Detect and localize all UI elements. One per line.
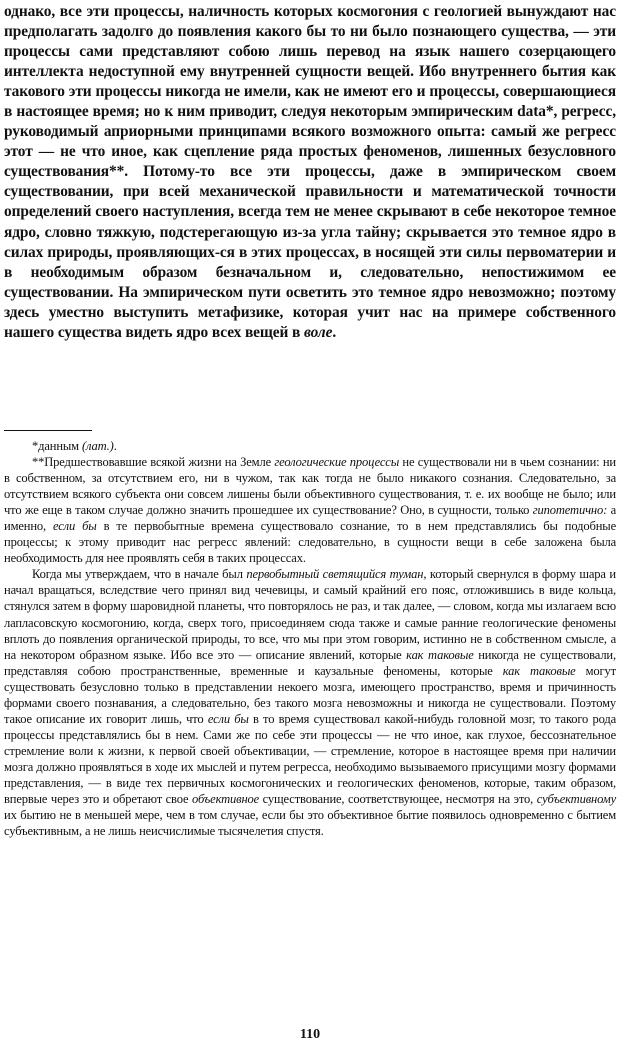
footnotes [4, 438, 616, 839]
footnote-separator [4, 430, 92, 431]
main-text [4, 2, 616, 343]
main-text-italic-will: воле [304, 323, 333, 341]
main-text-body: однако, все эти процессы, наличность которых космогония с геологией вынуждают нас предполагать задолго до появления какого бы то ни было познающего существа, — эти процессы сами представляют собою лишь перевод на язык нашего созерцающего интеллекта недоступной ему внутренней сущности вещей. Ибо внутреннего бытия как такового эти процессы никогда не имели, как не имеют его и процессы, совершающиеся в настоящее время; но к ним приводит, следуя некоторым эмпирическим data*, регресс, руководимый априорными принципами всякого возможного опыта: самый же регресс этот — не что иное, как сцепление ряда простых феноменов, лишенных безусловного существования**. Потому-то все эти процессы, даже в эмпирическом своем существовании, при всей механической правильности и математической точности определений своего наступления, всегда тем не менее скрывают в себе некоторое темное ядро, словно тяжкую, подстерегающую из-за угла тайну; скрывается это темное ядро в силах природы, проявляющих-ся в этих процессах, в носящей эти силы первоматерии и в необходимым образом безначальном и, следовательно, непостижимом ее существовании. На эмпирическом пути осветить это темное ядро невозможно; поэтому здесь уместно выступить метафизике, которая учит нас на примере собственного нашего существа видеть ядро всех вещей в [4, 3, 616, 341]
footnote-1-mark: * [32, 439, 39, 453]
main-text-end: . [332, 323, 337, 341]
footnote-2-mark: ** [32, 455, 45, 470]
footnote-2-paragraph-2: Когда мы утверждаем, что в начале был первобытный светящийся туман, который свернулся в форму шара и начал вращаться, вследствие чего принял вид чечевицы, и самый крайний его пояс, отложившись в виде кольца, стянулся затем в форму шаровидной планеты, что повторялось не раз, и так далее, — словом, когда мы излагаем всю лапласовскую космогонию, когда, сверх того, присоединяем сюда также и самые ранние геологические феномены вплоть до появления органической природы, то все, что мы при этом говорим, истинно не в собственном смысле, а на некотором образном языке. Ибо все это — описание явлений, которые как таковые никогда не существовали, представляя собою пространственные, временные и каузальные феномены, которые как таковые могут существовать безусловно только в представлении некоего мозга, имеющего пространство, время и причинность формами своего познавания, а следовательно, без такого мозга невозможны и никогда не существовали. Поэтому такое описание их говорит лишь, что если бы в то время существовал какой-нибудь головной мозг, то такого рода процессы представлялись бы в нем. Сами же по себе эти процессы — не что иное, как глухое, бессознательное стремление воли к жизни, к первой своей объективации, — стремление, которое в настоящее время при наличии мозга должно проявляться в ходе их мыслей и путем регресса, необходимо вызываемого присущими мозгу формами представления, — в виде тех первичных космогонических и геологических феноменов, которые, таким образом, впервые через это и обретают свое объективное существование, соответствующее, несмотря на это, субъективному их бытию не в меньшей мере, чем в том случае, если бы это объективное бытие появилось одновременно с бытием субъективным, а не лишь неисчислимые тысячелетия спустя. [4, 567, 616, 839]
footnote-2: **Предшествовавшие всякой жизни на Земле геологические процессы не существовали ни в чьем сознании: ни в собственном, за отсутствием его, ни в чужом, так как тогда не было никакого сознания. Следовательно, за отсутствием всякого субъекта они совсем лишены были объективного существования, т. е. их вообще не было; или что же еще в таком случае должно значить прошедшее их существование? Оно, в сущности, только гипотетично: а именно, если бы в те первобытные времена существовало сознание, то в нем представлялись бы подобные процессы; к этому приводит нас регресс явлений: следовательно, в сущности вещи в себе заложена была необходимость для нее проявлять себя в таких процессах. [4, 455, 617, 566]
page-number: 110 [299, 1027, 321, 1042]
footnote-1: *данным (лат.). [32, 439, 117, 453]
